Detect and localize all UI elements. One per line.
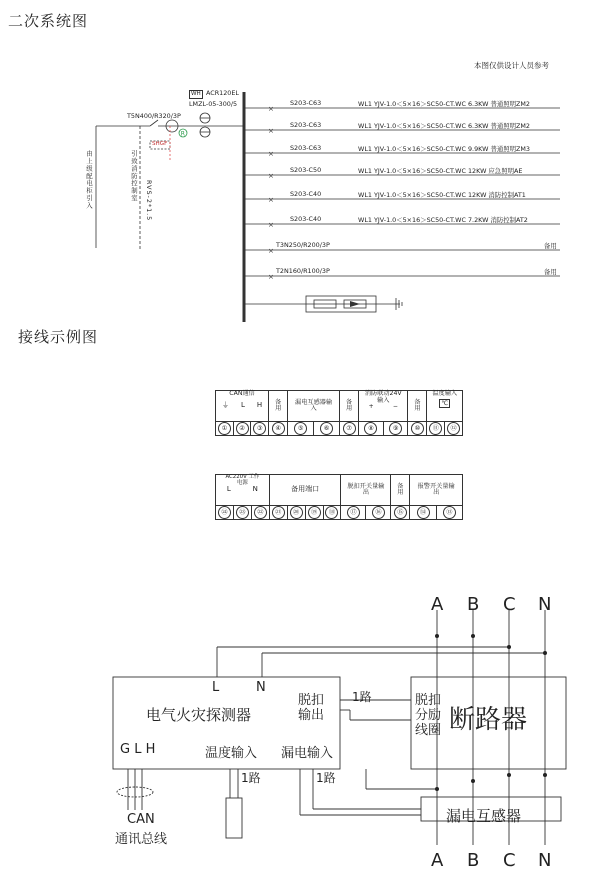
leak-one-way: 1路 bbox=[316, 771, 336, 785]
section-title-secondary: 二次系统图 bbox=[8, 12, 89, 30]
svg-text:×: × bbox=[268, 221, 274, 229]
shunt-label: SHGF bbox=[152, 141, 168, 147]
svg-text:×: × bbox=[268, 105, 274, 113]
temp-one-way: 1路 bbox=[241, 771, 261, 785]
svg-text:×: × bbox=[268, 150, 274, 158]
spare-breaker: T2N160/R100/3P bbox=[276, 267, 330, 275]
spare-label: 备用 bbox=[544, 268, 557, 276]
branch-line: WL1 YJV-1.0＜5×16＞SC50-CT.WC 6.3KW 普通照明ZM2 bbox=[358, 100, 530, 108]
phase-c-top: C bbox=[503, 594, 516, 615]
svg-text:×: × bbox=[268, 172, 274, 180]
branch-line: WL1 YJV-1.0＜5×16＞SC50-CT.WC 12KW 应急照明AE bbox=[358, 167, 523, 175]
trip-one-way: 1路 bbox=[352, 690, 372, 704]
phase-a-bottom: A bbox=[431, 850, 444, 871]
shunt-coil-label: 脱扣 分励 线圈 bbox=[415, 693, 442, 738]
branch-line: WL1 YJV-1.0＜5×16＞SC50-CT.WC 6.3KW 普通照明ZM2 bbox=[358, 122, 530, 130]
ct-model: LMZL-05-300/5 bbox=[189, 100, 238, 108]
section-title-wiring: 接线示例图 bbox=[18, 328, 99, 346]
phase-b-bottom: B bbox=[467, 850, 480, 871]
main-breaker-model: T5N400/R320/3P bbox=[127, 112, 181, 120]
branch-line: WL1 YJV-1.0＜5×16＞SC50-CT.WC 12KW 消防控制AT1 bbox=[358, 191, 526, 199]
can-label: CAN bbox=[127, 812, 155, 827]
leak-input-label: 漏电输入 bbox=[281, 746, 334, 761]
spare-label: 备用 bbox=[544, 242, 557, 250]
phase-b-top: B bbox=[467, 594, 480, 615]
fire-link-label: 引致消防控制室 bbox=[130, 150, 138, 202]
reference-note: 本图仅供设计人员参考 bbox=[474, 61, 549, 70]
detector-n-label: N bbox=[256, 680, 266, 695]
detector-l-label: L bbox=[212, 680, 220, 695]
can-glh-label: G L H bbox=[120, 742, 156, 757]
can-bus-label: 通讯总线 bbox=[115, 832, 168, 847]
branch-breaker: S203-C40 bbox=[290, 190, 322, 198]
detector-title: 电气火灾探测器 bbox=[146, 706, 252, 724]
wh-meter-tag: WH bbox=[191, 91, 201, 97]
phase-c-bottom: C bbox=[503, 850, 516, 871]
branch-line: WL1 YJV-1.0＜5×16＞SC50-CT.WC 7.2KW 消防控制AT2 bbox=[358, 216, 528, 224]
trip-output-label: 脱扣 输出 bbox=[298, 693, 325, 723]
phase-a-top: A bbox=[431, 594, 444, 615]
phase-n-top: N bbox=[538, 594, 552, 615]
temp-input-label: 温度输入 bbox=[205, 746, 258, 761]
svg-text:×: × bbox=[268, 273, 274, 281]
svg-text:×: × bbox=[268, 196, 274, 204]
terminal-strip-bottom: AC220V 工作电源 L N 备用端口 脱扣开关量输出 备用 报警开关量输出 ㉔ ㉓ ㉒ ㉑ ⑳ ⑲ ⑱ ⑰ ⑯ ⑮ ⑭ ⑬ bbox=[215, 474, 463, 520]
phase-n-bottom: N bbox=[538, 850, 552, 871]
svg-text:×: × bbox=[268, 127, 274, 135]
spare-breaker: T3N250/R200/3P bbox=[276, 241, 330, 249]
fire-cable-label: RVS-2*1.5 bbox=[145, 180, 153, 222]
leak-ct-title: 漏电互感器 bbox=[446, 807, 522, 825]
branch-breaker: S203-C63 bbox=[290, 144, 322, 152]
branch-breaker: S203-C40 bbox=[290, 215, 322, 223]
branch-breaker: S203-C63 bbox=[290, 121, 322, 129]
meter-model: ACR120EL bbox=[206, 89, 239, 97]
branch-breaker: S203-C63 bbox=[290, 99, 322, 107]
branch-line: WL1 YJV-1.0＜5×16＞SC50-CT.WC 9.9KW 普通照明ZM3 bbox=[358, 145, 530, 153]
svg-text:×: × bbox=[268, 247, 274, 255]
branch-breaker: S203-C50 bbox=[290, 166, 322, 174]
breaker-title: 断路器 bbox=[449, 705, 528, 735]
terminal-strip-top: CAN通信 ⏚ L H 备用 漏电互感器输入 备用 消防联动24V输入 + − 备用 温度输入 ℃ ① ② ③ ④ ⑤ ⑥ ⑦ ⑧ ⑨ ⑩ ⑪ ⑫ bbox=[215, 390, 463, 436]
r-indicator: R bbox=[180, 130, 185, 138]
incoming-label: 由上级配电柜引入 bbox=[85, 150, 93, 210]
